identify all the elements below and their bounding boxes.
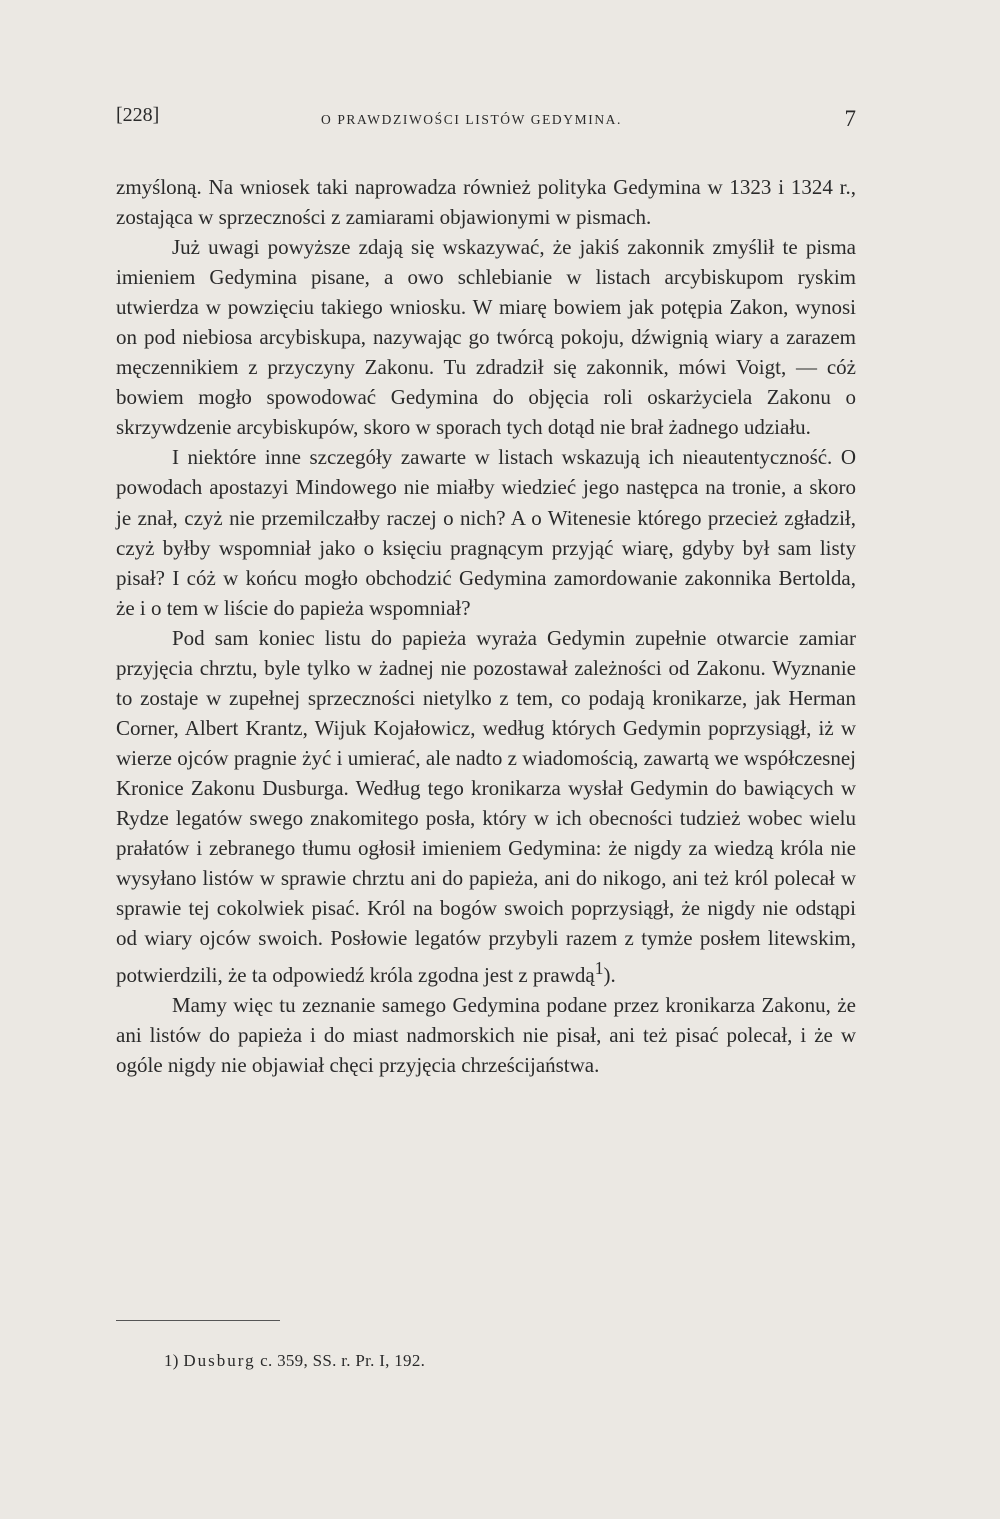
footnote (164, 1351, 425, 1371)
footnote-marker: 1) (164, 1351, 179, 1370)
paragraph-1: zmyśloną. Na wniosek taki naprowadza również polityka Gedymina w 1323 i 1324 r., zostająca w sprzeczności z zamiarami objawionymi w pismach. (116, 175, 856, 230)
page-reference: [228] (116, 104, 160, 126)
footnote-author: Dusburg (183, 1351, 256, 1370)
paragraph-4-text: Pod sam koniec listu do papieża wyraża Gedymin zupełnie otwarcie zamiar przyjęcia chrztu, byle tylko w żadnej nie pozostawał zależności od Zakonu. Wyznanie to zostaje w zupełnej sprzeczności nietylko z tem, co podają kronikarze, jak Herman Corner, Albert Krantz, Wijuk Kojałowicz, według których Gedymin poprzysiągł, iż w wierze ojców pragnie żyć i umierać, ale nadto z wiadomością, zawartą we współczesnej Kronice Zakonu Dusburga. Według tego kronikarza wysłał Gedymin do bawiących w Rydze legatów swego znakomitego posła, który w ich obecności tudzież wobec wielu prałatów i zebranego tłumu ogłosił imieniem Gedymina: że nigdy za wiedzą króla nie wysyłano listów w sprawie chrztu ani do papieża, ani do nikogo, ani też król polecał w sprawie tej cokolwiek pisać. Król na bogów swoich poprzysiągł, że nigdy nie odstąpi od wiary ojców swoich. Posłowie legatów przybyli razem z tymże posłem litewskim, potwierdzili, że ta odpowiedź króla zgodna jest z prawdą (116, 625, 856, 988)
paragraph-5: Mamy więc tu zeznanie samego Gedymina podane przez kronikarza Zakonu, że ani listów do papieża i do miast nadmorskich nie pisał, ani też pisać polecał, i że w ogóle nigdy nie objawiał chęci przyjęcia chrześcijaństwa. (116, 993, 856, 1078)
footnote-text: c. 359, SS. r. Pr. I, 192. (260, 1351, 426, 1370)
paragraph-2: Już uwagi powyższe zdają się wskazywać, że jakiś zakonnik zmyślił te pisma imieniem Gedymina pisane, a owo schlebianie w listach arcybiskupom ryskim utwierdza w powzięciu takiego wniosku. W miarę bowiem jak potępia Zakon, wynosi on pod niebiosa arcybiskupa, nazywając go twórcą pokoju, dźwignią wiary a zarazem męczennikiem z przyczyny Zakonu. Tu zdradził się zakonnik, mówi Voigt, — cóż bowiem mogło spowodować Gedymina do objęcia roli oskarżyciela Zakonu o skrzywdzenie arcybiskupów, skoro w sporach tych dotąd nie brał żadnego udziału. (116, 235, 856, 440)
body-text (116, 172, 856, 1080)
paragraph-4 (116, 623, 856, 991)
footnote-divider (116, 1320, 280, 1321)
paragraph-4-close: ). (603, 963, 616, 988)
paragraph-3: I niektóre inne szczegóły zawarte w listach wskazują ich nieautentyczność. O powodach apostazyi Mindowego nie miałby wiedzieć jego następca na tronie, a skoro je znał, czyż nie przemilczałby raczej o nich? A o Witenesie którego przecież zgładził, czyż byłby wspomniał jako o księciu pragnącym przyjąć wiarę, gdyby był sam listy pisał? I cóż w końcu mogło obchodzić Gedymina zamordowanie zakonnika Bertolda, że i o tem w liście do papieża wspomniał? (116, 445, 856, 620)
page-number: 7 (844, 106, 856, 131)
page-header (116, 104, 856, 140)
footnote-reference: 1 (594, 958, 604, 979)
running-title: O PRAWDZIWOŚCI LISTÓW GEDYMINA. (321, 112, 622, 127)
